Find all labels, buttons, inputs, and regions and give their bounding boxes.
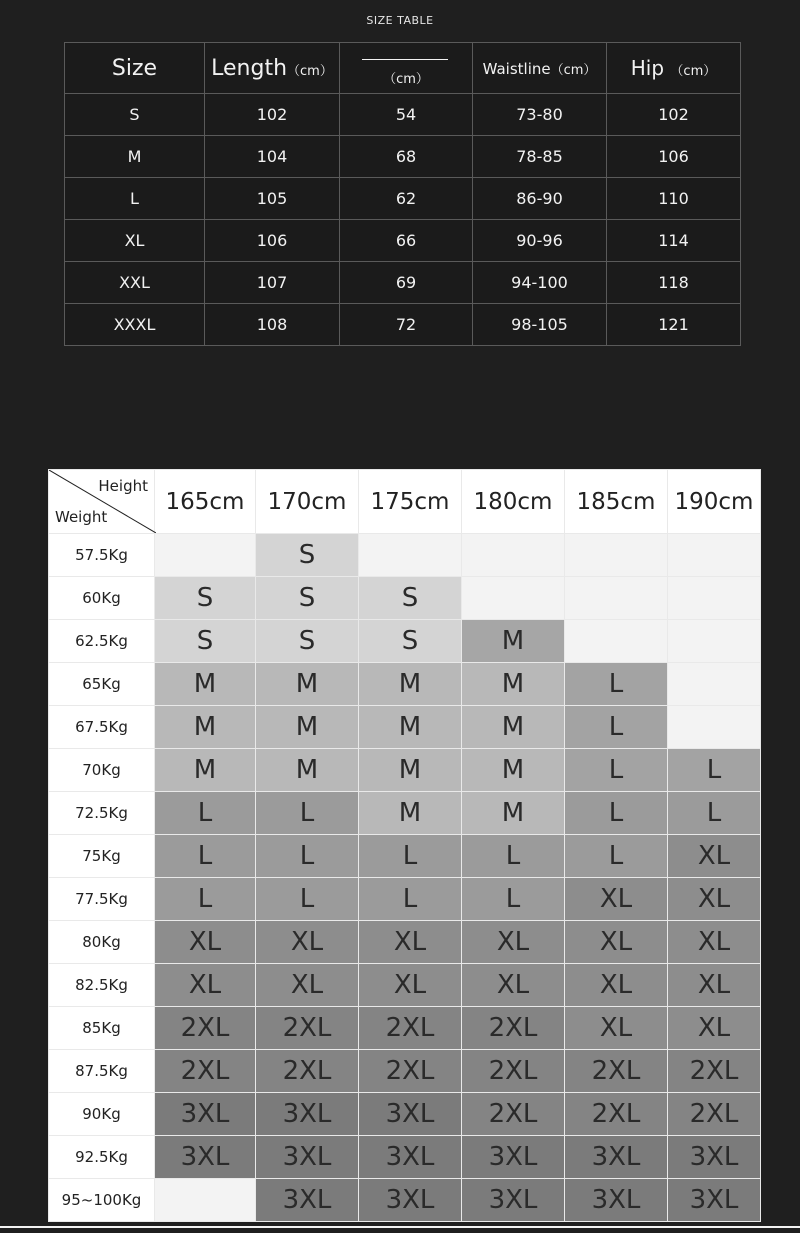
weight-row	[49, 1007, 761, 1050]
size-recommendation-cell: M	[462, 663, 565, 706]
size-recommendation-cell: 3XL	[359, 1093, 462, 1136]
size-recommendation-cell: XL	[256, 964, 359, 1007]
size-recommendation-cell: 3XL	[668, 1136, 761, 1179]
size-recommendation-cell: 2XL	[359, 1007, 462, 1050]
measurement-cell: 69	[340, 262, 473, 304]
size-recommendation-cell: 3XL	[256, 1093, 359, 1136]
size-recommendation-cell: M	[359, 792, 462, 835]
chart-header-row	[49, 470, 761, 534]
size-recommendation-cell: XL	[668, 921, 761, 964]
size-recommendation-cell: L	[359, 835, 462, 878]
size-recommendation-cell: XL	[256, 921, 359, 964]
weight-label: 67.5Kg	[49, 706, 155, 749]
measurement-cell: 102	[607, 94, 741, 136]
header-size: Size	[65, 43, 205, 94]
weight-row	[49, 577, 761, 620]
size-recommendation-cell: XL	[565, 921, 668, 964]
size-recommendation-cell: 3XL	[668, 1179, 761, 1222]
corner-height-label: Height	[98, 477, 148, 495]
size-recommendation-cell: M	[462, 706, 565, 749]
size-recommendation-cell	[668, 534, 761, 577]
size-recommendation-cell: S	[256, 620, 359, 663]
weight-label: 95~100Kg	[49, 1179, 155, 1222]
size-recommendation-cell: M	[462, 620, 565, 663]
size-recommendation-cell: XL	[565, 878, 668, 921]
weight-row	[49, 620, 761, 663]
weight-row	[49, 1179, 761, 1222]
size-recommendation-cell: XL	[668, 878, 761, 921]
measurement-cell: 118	[607, 262, 741, 304]
measurement-cell: 78-85	[473, 136, 607, 178]
size-recommendation-cell: L	[565, 792, 668, 835]
size-recommendation-cell: 3XL	[155, 1136, 256, 1179]
size-recommendation-cell: L	[668, 792, 761, 835]
size-row	[65, 94, 741, 136]
size-recommendation-cell: XL	[565, 964, 668, 1007]
weight-label: 77.5Kg	[49, 878, 155, 921]
size-recommendation-cell: 3XL	[256, 1179, 359, 1222]
size-cell: XXXL	[65, 304, 205, 346]
size-recommendation-cell: L	[155, 835, 256, 878]
size-recommendation-cell: M	[462, 792, 565, 835]
weight-row	[49, 878, 761, 921]
size-recommendation-cell	[668, 577, 761, 620]
measurement-cell: 54	[340, 94, 473, 136]
size-recommendation-cell: L	[359, 878, 462, 921]
size-table-title: SIZE TABLE	[366, 14, 434, 27]
size-recommendation-cell: M	[256, 706, 359, 749]
measurement-cell: 102	[205, 94, 340, 136]
size-cell: XL	[65, 220, 205, 262]
size-recommendation-cell: L	[256, 835, 359, 878]
height-header: 175cm	[359, 470, 462, 534]
size-recommendation-cell: S	[256, 577, 359, 620]
weight-row	[49, 792, 761, 835]
weight-row	[49, 749, 761, 792]
weight-label: 75Kg	[49, 835, 155, 878]
bottom-divider	[0, 1226, 800, 1228]
size-recommendation-cell: S	[155, 577, 256, 620]
size-recommendation-cell: 2XL	[668, 1093, 761, 1136]
measurement-cell: 66	[340, 220, 473, 262]
size-recommendation-cell: XL	[155, 921, 256, 964]
size-recommendation-cell: 3XL	[462, 1179, 565, 1222]
weight-row	[49, 534, 761, 577]
weight-row	[49, 663, 761, 706]
weight-label: 85Kg	[49, 1007, 155, 1050]
weight-row	[49, 921, 761, 964]
size-cell: S	[65, 94, 205, 136]
weight-row	[49, 706, 761, 749]
size-recommendation-cell: M	[155, 706, 256, 749]
size-cell: L	[65, 178, 205, 220]
size-recommendation-cell: XL	[668, 1007, 761, 1050]
height-header: 165cm	[155, 470, 256, 534]
dash-line	[362, 59, 448, 60]
height-header: 170cm	[256, 470, 359, 534]
size-recommendation-cell: 3XL	[256, 1136, 359, 1179]
size-recommendation-cell	[668, 620, 761, 663]
weight-label: 82.5Kg	[49, 964, 155, 1007]
header-hip: Hip （cm）	[607, 43, 741, 94]
height-weight-size-chart	[48, 469, 761, 1222]
size-recommendation-cell: L	[462, 835, 565, 878]
header-length: Length（cm）	[205, 43, 340, 94]
size-row	[65, 178, 741, 220]
weight-row	[49, 1136, 761, 1179]
size-recommendation-cell	[565, 534, 668, 577]
size-recommendation-cell: XL	[462, 921, 565, 964]
measurement-cell: 107	[205, 262, 340, 304]
size-recommendation-cell: 2XL	[256, 1050, 359, 1093]
measurement-cell: 121	[607, 304, 741, 346]
size-recommendation-cell: 2XL	[462, 1007, 565, 1050]
measurement-cell: 94-100	[473, 262, 607, 304]
size-recommendation-cell	[565, 620, 668, 663]
size-recommendation-cell: 2XL	[462, 1050, 565, 1093]
size-recommendation-cell: L	[155, 792, 256, 835]
size-recommendation-cell: M	[359, 749, 462, 792]
size-cell: XXL	[65, 262, 205, 304]
size-recommendation-cell: XL	[668, 964, 761, 1007]
measurement-cell: 106	[607, 136, 741, 178]
size-recommendation-cell: 3XL	[155, 1093, 256, 1136]
size-recommendation-cell: L	[565, 749, 668, 792]
height-header: 180cm	[462, 470, 565, 534]
size-recommendation-cell: 2XL	[462, 1093, 565, 1136]
size-recommendation-cell: S	[359, 620, 462, 663]
weight-row	[49, 835, 761, 878]
size-recommendation-cell: 2XL	[565, 1093, 668, 1136]
size-recommendation-cell: 3XL	[565, 1179, 668, 1222]
size-recommendation-cell: M	[256, 749, 359, 792]
size-recommendation-cell	[155, 534, 256, 577]
size-recommendation-cell	[668, 663, 761, 706]
size-recommendation-cell: 3XL	[462, 1136, 565, 1179]
measurement-cell: 90-96	[473, 220, 607, 262]
size-measurement-table	[64, 42, 741, 346]
size-recommendation-cell: M	[155, 749, 256, 792]
size-recommendation-cell: 2XL	[155, 1050, 256, 1093]
size-recommendation-cell: M	[359, 663, 462, 706]
size-recommendation-cell: L	[256, 792, 359, 835]
weight-label: 57.5Kg	[49, 534, 155, 577]
size-recommendation-cell: XL	[565, 1007, 668, 1050]
size-row	[65, 136, 741, 178]
weight-label: 90Kg	[49, 1093, 155, 1136]
size-recommendation-cell: S	[155, 620, 256, 663]
size-recommendation-cell: 3XL	[359, 1179, 462, 1222]
size-recommendation-cell: 2XL	[155, 1007, 256, 1050]
measurement-cell: 104	[205, 136, 340, 178]
size-recommendation-cell: L	[565, 663, 668, 706]
measurement-cell: 106	[205, 220, 340, 262]
weight-label: 60Kg	[49, 577, 155, 620]
measurement-cell: 68	[340, 136, 473, 178]
measurement-cell: 105	[205, 178, 340, 220]
weight-row	[49, 1093, 761, 1136]
weight-label: 65Kg	[49, 663, 155, 706]
size-recommendation-cell: M	[256, 663, 359, 706]
header-blank-measure: （cm）	[340, 43, 473, 94]
size-recommendation-cell: 3XL	[359, 1136, 462, 1179]
corner-weight-label: Weight	[55, 508, 108, 526]
measurement-cell: 114	[607, 220, 741, 262]
size-recommendation-cell: 2XL	[565, 1050, 668, 1093]
size-recommendation-cell: XL	[155, 964, 256, 1007]
size-recommendation-cell: L	[565, 835, 668, 878]
weight-label: 80Kg	[49, 921, 155, 964]
height-header: 190cm	[668, 470, 761, 534]
measurement-cell: 72	[340, 304, 473, 346]
size-row	[65, 220, 741, 262]
size-recommendation-cell: S	[256, 534, 359, 577]
size-recommendation-cell: XL	[359, 921, 462, 964]
size-recommendation-cell: L	[155, 878, 256, 921]
size-recommendation-cell: XL	[462, 964, 565, 1007]
size-recommendation-cell	[359, 534, 462, 577]
size-recommendation-cell: 3XL	[565, 1136, 668, 1179]
size-recommendation-cell: M	[462, 749, 565, 792]
size-recommendation-cell: XL	[668, 835, 761, 878]
size-recommendation-cell: L	[462, 878, 565, 921]
measurement-cell: 108	[205, 304, 340, 346]
measurement-cell: 110	[607, 178, 741, 220]
size-recommendation-cell: L	[565, 706, 668, 749]
measurement-cell: 98-105	[473, 304, 607, 346]
weight-row	[49, 964, 761, 1007]
weight-label: 92.5Kg	[49, 1136, 155, 1179]
header-waistline: Waistline（cm）	[473, 43, 607, 94]
corner-cell	[49, 470, 155, 534]
size-recommendation-cell	[462, 534, 565, 577]
size-recommendation-cell	[462, 577, 565, 620]
weight-label: 87.5Kg	[49, 1050, 155, 1093]
size-recommendation-cell: XL	[359, 964, 462, 1007]
measurement-cell: 62	[340, 178, 473, 220]
weight-label: 70Kg	[49, 749, 155, 792]
size-recommendation-cell: 2XL	[359, 1050, 462, 1093]
size-recommendation-cell: 2XL	[256, 1007, 359, 1050]
size-recommendation-cell: 2XL	[668, 1050, 761, 1093]
size-recommendation-cell: L	[668, 749, 761, 792]
size-row	[65, 262, 741, 304]
size-table-header	[65, 43, 741, 94]
size-recommendation-cell	[565, 577, 668, 620]
weight-label: 62.5Kg	[49, 620, 155, 663]
measurement-cell: 86-90	[473, 178, 607, 220]
height-header: 185cm	[565, 470, 668, 534]
size-recommendation-cell: M	[359, 706, 462, 749]
size-cell: M	[65, 136, 205, 178]
size-recommendation-cell: S	[359, 577, 462, 620]
size-recommendation-cell: L	[256, 878, 359, 921]
size-recommendation-cell	[155, 1179, 256, 1222]
size-recommendation-cell	[668, 706, 761, 749]
size-row	[65, 304, 741, 346]
measurement-cell: 73-80	[473, 94, 607, 136]
weight-row	[49, 1050, 761, 1093]
weight-label: 72.5Kg	[49, 792, 155, 835]
size-recommendation-cell: M	[155, 663, 256, 706]
